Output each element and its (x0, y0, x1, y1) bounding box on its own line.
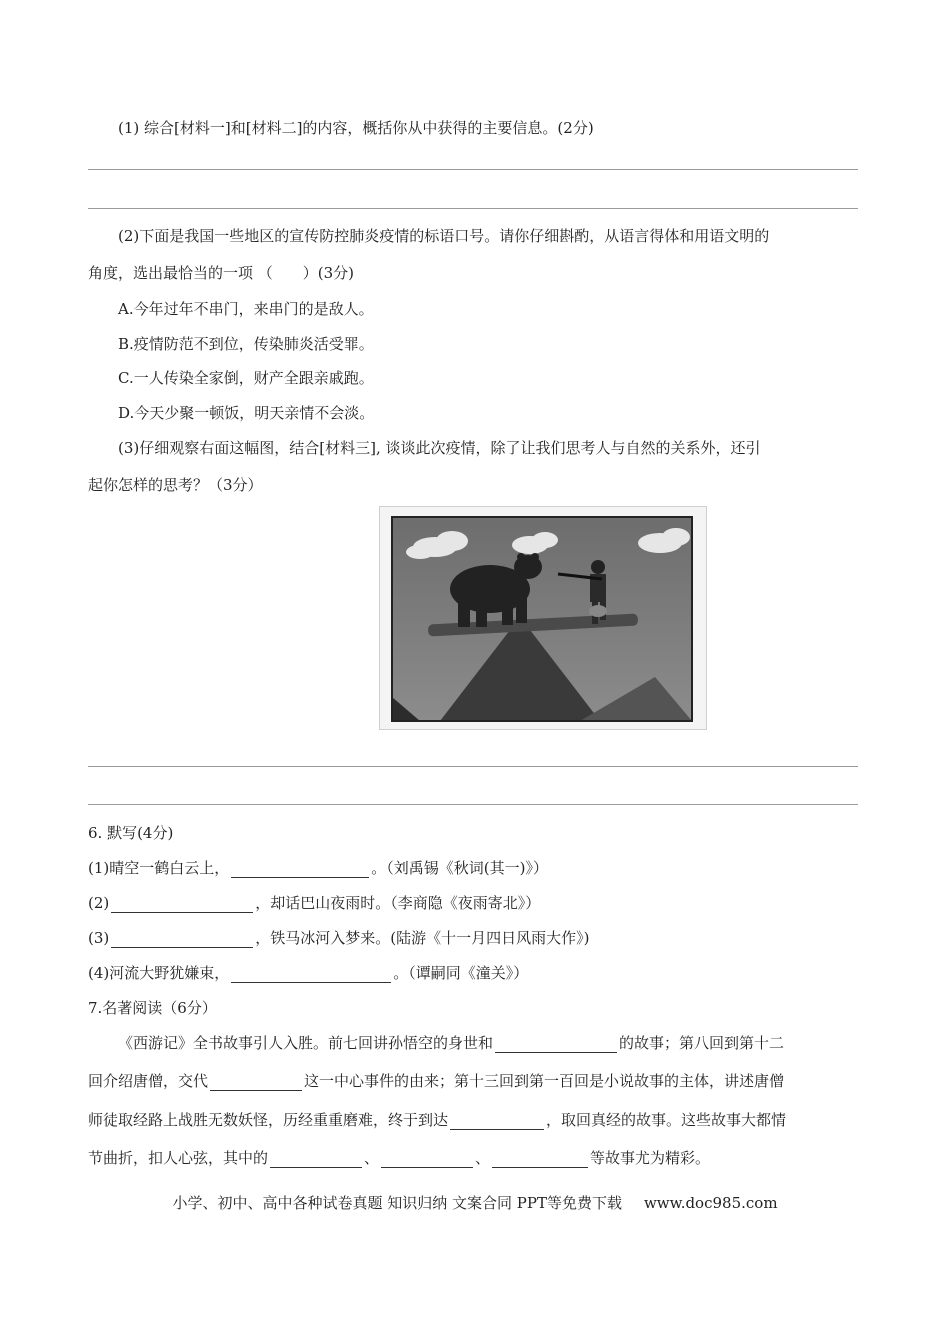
q7-text: 的故事；第八回到第十二 (619, 1034, 785, 1052)
q2-option-a: A.今年过年不串门，来串门的是敌人。 (118, 300, 374, 318)
fill-blank[interactable] (492, 1152, 588, 1168)
separator: 、 (475, 1149, 491, 1167)
answer-line[interactable] (88, 804, 858, 805)
q6-item-1-post: 。（刘禹锡《秋词(其一)》） (371, 859, 548, 877)
q2-stem-line2: 角度，选出最恰当的一项 （ ）(3分) (88, 264, 355, 282)
q3-stem-line2: 起你怎样的思考？（3分） (88, 476, 263, 494)
q6-item-2-post: ，却话巴山夜雨时。（李商隐《夜雨寄北》） (255, 894, 541, 912)
q6-item-2-pre: (2) (88, 894, 110, 912)
q7-line1 (118, 1033, 784, 1053)
fill-blank[interactable] (231, 862, 369, 878)
q2-option-c: C.一人传染全家倒，财产全跟亲戚跑。 (118, 369, 374, 387)
answer-line[interactable] (88, 169, 858, 170)
q6-item-4-post: 。（谭嗣同《潼关》） (393, 964, 529, 982)
q7-text: 等故事尤为精彩。 (590, 1149, 711, 1167)
fill-blank[interactable] (450, 1114, 544, 1130)
q6-title: 6. 默写(4分) (88, 824, 174, 842)
fill-blank[interactable] (231, 967, 391, 983)
footer-url[interactable]: www.doc985.com (643, 1194, 778, 1212)
fill-blank[interactable] (381, 1152, 473, 1168)
q6-item-2 (88, 893, 540, 913)
seesaw-illustration (380, 507, 706, 729)
q7-text: 节曲折，扣人心弦，其中的 (88, 1149, 269, 1167)
q7-text: 这一中心事件的由来；第十三回到第一百回是小说故事的主体，讲述唐僧 (304, 1072, 785, 1090)
q7-text: 师徒取经路上战胜无数妖怪，历经重重磨难，终于到达 (88, 1111, 449, 1129)
q7-line3 (88, 1110, 786, 1130)
q7-text: ，取回真经的故事。这些故事大都情 (546, 1111, 787, 1129)
q6-item-3-pre: (3) (88, 929, 110, 947)
q7-text: 回介绍唐僧，交代 (88, 1072, 209, 1090)
page-footer (0, 1192, 950, 1213)
q6-item-1 (88, 858, 548, 878)
q6-item-4 (88, 963, 528, 983)
q7-line4 (88, 1148, 710, 1168)
q3-stem-line1: (3)仔细观察右面这幅图，结合[材料三], 谈谈此次疫情，除了让我们思考人与自然的关系外，还引 (118, 439, 761, 457)
q6-item-1-pre: (1)晴空一鹤白云上， (88, 859, 230, 877)
q1-text: (1) 综合[材料一]和[材料二]的内容，概括你从中获得的主要信息。(2分) (118, 119, 594, 137)
bear-and-hunter-seesaw-image (379, 506, 707, 730)
q7-title: 7.名著阅读（6分） (88, 999, 217, 1017)
fill-blank[interactable] (495, 1037, 617, 1053)
answer-line[interactable] (88, 208, 858, 209)
fill-blank[interactable] (111, 897, 253, 913)
q6-item-3-post: ，铁马冰河入梦来。(陆游《十一月四日风雨大作》) (255, 929, 590, 947)
q2-stem-line1: (2)下面是我国一些地区的宣传防控肺炎疫情的标语口号。请你仔细斟酌，从语言得体和用语文明的 (118, 227, 770, 245)
q6-item-3 (88, 928, 589, 948)
fill-blank[interactable] (270, 1152, 362, 1168)
q7-line2 (88, 1071, 784, 1091)
separator: 、 (364, 1149, 380, 1167)
q2-option-b: B.疫情防范不到位，传染肺炎活受罪。 (118, 335, 374, 353)
fill-blank[interactable] (111, 932, 253, 948)
q7-text: 《西游记》全书故事引人入胜。前七回讲孙悟空的身世和 (118, 1034, 494, 1052)
answer-line[interactable] (88, 766, 858, 767)
footer-text: 小学、初中、高中各种试卷真题 知识归纳 文案合同 PPT等免费下载 (172, 1194, 622, 1212)
q6-item-4-pre: (4)河流大野犹嫌束， (88, 964, 230, 982)
q2-option-d: D.今天少聚一顿饭，明天亲情不会淡。 (118, 404, 375, 422)
fill-blank[interactable] (210, 1075, 302, 1091)
